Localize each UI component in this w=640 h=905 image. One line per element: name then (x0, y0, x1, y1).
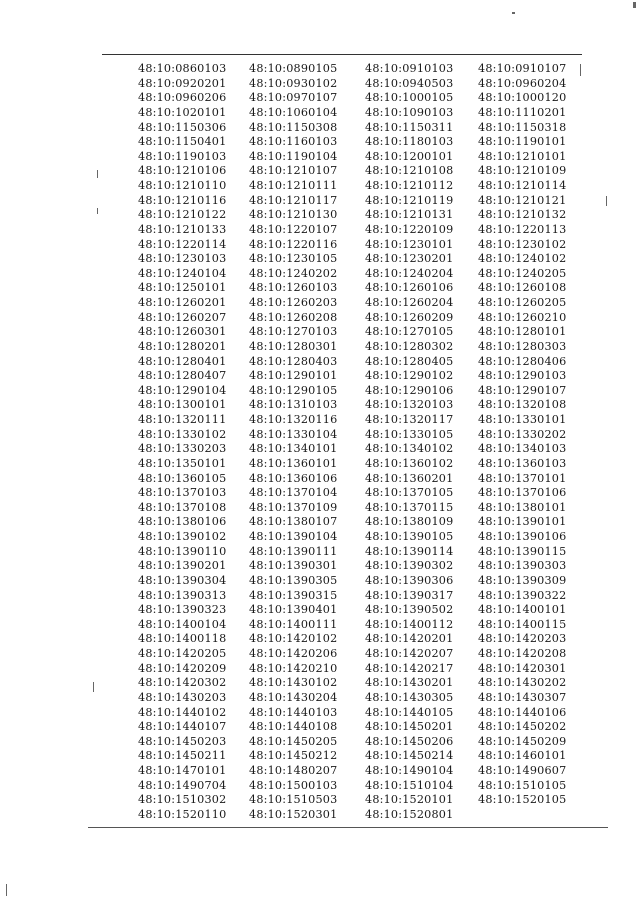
code-cell: 48:10:1440107 (138, 720, 227, 734)
code-cell: 48:10:1280302 (365, 339, 454, 353)
code-cell: 48:10:1390111 (249, 544, 338, 558)
code-cell: 48:10:1330102 (138, 427, 227, 441)
code-cell: 48:10:1490607 (478, 764, 567, 777)
code-cell: 48:10:1360102 (365, 456, 454, 470)
code-cell: 48:10:1320116 (249, 413, 338, 426)
code-cell: 48:10:1230103 (138, 252, 227, 266)
code-cell: 48:10:1400111 (249, 617, 338, 631)
code-cell: 48:10:1420217 (365, 661, 454, 675)
code-cell: 48:10:1330203 (138, 442, 227, 456)
code-cell: 48:10:1420102 (249, 632, 338, 646)
scan-mark (580, 64, 581, 76)
code-cell: 48:10:1340102 (365, 442, 454, 456)
code-cell: 48:10:1280403 (249, 354, 338, 368)
code-cell: 48:10:1400104 (138, 617, 227, 631)
code-cell: 48:10:1230102 (478, 237, 567, 251)
code-cell: 48:10:1450214 (365, 749, 454, 763)
code-cell: 48:10:1260208 (249, 310, 338, 324)
code-cell: 48:10:1390323 (138, 603, 227, 617)
code-cell: 48:10:0930102 (249, 76, 338, 90)
code-cell: 48:10:1490704 (138, 778, 227, 792)
code-cell: 48:10:1260108 (478, 281, 567, 295)
code-cell: 48:10:1230201 (365, 252, 454, 266)
code-cell: 48:10:1420206 (249, 647, 338, 660)
top-rule (102, 54, 582, 55)
code-cell: 48:10:1210110 (138, 179, 227, 192)
scan-mark (97, 208, 98, 214)
code-cell: 48:10:1380109 (365, 515, 454, 529)
code-cell: 48:10:1210101 (478, 149, 567, 163)
code-cell: 48:10:0920201 (138, 76, 227, 90)
code-cell: 48:10:1430204 (249, 690, 338, 704)
code-cell: 48:10:1190103 (138, 149, 227, 163)
code-cell: 48:10:1220107 (249, 222, 338, 236)
code-cell: 48:10:1210121 (478, 193, 567, 207)
code-cell: 48:10:1350101 (138, 456, 227, 470)
code-cell: 48:10:1510302 (138, 793, 227, 807)
code-cell: 48:10:1420201 (365, 632, 454, 646)
code-cell: 48:10:1160103 (249, 135, 338, 149)
code-cell: 48:10:1420208 (478, 647, 567, 660)
code-cell: 48:10:1260210 (478, 310, 567, 324)
code-cell: 48:10:1370106 (478, 486, 567, 500)
code-cell: 48:10:0910103 (365, 62, 454, 75)
code-cell: 48:10:1290103 (478, 369, 567, 383)
code-cell: 48:10:1280301 (249, 339, 338, 353)
code-cell: 48:10:1220114 (138, 237, 227, 251)
code-cell: 48:10:1270105 (365, 325, 454, 339)
code-cell: 48:10:1450206 (365, 734, 454, 748)
code-cell: 48:10:1340101 (249, 442, 338, 456)
code-cell: 48:10:1390101 (478, 515, 567, 529)
code-cell: 48:10:1210107 (249, 164, 338, 178)
code-cell: 48:10:1000120 (478, 91, 567, 105)
code-table (120, 62, 610, 823)
code-cell: 48:10:1520105 (478, 793, 567, 807)
code-cell: 48:10:1150318 (478, 120, 567, 134)
code-cell: 48:10:0910107 (478, 62, 567, 75)
code-cell: 48:10:1520110 (138, 807, 227, 821)
code-cell: 48:10:1400101 (478, 603, 567, 617)
code-cell: 48:10:1150401 (138, 135, 227, 149)
code-cell: 48:10:1390102 (138, 530, 227, 543)
code-cell: 48:10:1260204 (365, 296, 454, 309)
code-cell: 48:10:1210132 (478, 208, 567, 222)
code-cell: 48:10:1150306 (138, 120, 227, 134)
code-cell: 48:10:1400112 (365, 617, 454, 631)
code-cell: 48:10:1210112 (365, 179, 454, 192)
scan-mark (97, 170, 98, 178)
code-cell: 48:10:1280406 (478, 354, 567, 368)
scan-mark (93, 682, 94, 692)
code-cell: 48:10:1430201 (365, 676, 454, 690)
code-cell: 48:10:1380106 (138, 515, 227, 529)
code-cell: 48:10:1450202 (478, 720, 567, 734)
code-cell: 48:10:1180103 (365, 135, 454, 149)
code-cell: 48:10:1210111 (249, 179, 338, 192)
code-cell: 48:10:1250101 (138, 281, 227, 295)
code-cell: 48:10:1390105 (365, 530, 454, 543)
code-cell: 48:10:1370105 (365, 486, 454, 500)
code-cell: 48:10:1260106 (365, 281, 454, 295)
code-cell: 48:10:1090103 (365, 105, 454, 119)
code-cell: 48:10:0960204 (478, 76, 567, 90)
code-cell: 48:10:1190101 (478, 135, 567, 149)
code-cell: 48:10:1290101 (249, 369, 338, 383)
code-cell: 48:10:1280405 (365, 354, 454, 368)
code-cell: 48:10:1210122 (138, 208, 227, 222)
code-cell: 48:10:1430203 (138, 690, 227, 704)
code-cell: 48:10:1280303 (478, 339, 567, 353)
code-cell: 48:10:1390309 (478, 573, 567, 587)
code-cell: 48:10:1420205 (138, 647, 227, 660)
code-cell: 48:10:1240205 (478, 266, 567, 280)
code-cell: 48:10:1210109 (478, 164, 567, 178)
code-cell: 48:10:1420209 (138, 661, 227, 675)
code-cell: 48:10:1390104 (249, 530, 338, 543)
code-cell: 48:10:1390304 (138, 573, 227, 587)
code-cell: 48:10:1420301 (478, 661, 567, 675)
code-cell: 48:10:1260301 (138, 325, 227, 339)
code-cell: 48:10:1390317 (365, 588, 454, 602)
code-cell: 48:10:1320103 (365, 398, 454, 412)
code-cell: 48:10:1290102 (365, 369, 454, 383)
code-cell: 48:10:1510104 (365, 778, 454, 792)
code-cell: 48:10:1450209 (478, 734, 567, 748)
code-cell: 48:10:1430102 (249, 676, 338, 690)
code-cell (468, 808, 588, 823)
code-cell: 48:10:1420210 (249, 661, 338, 675)
code-cell: 48:10:1200101 (365, 149, 454, 163)
code-cell: 48:10:1520801 (365, 807, 454, 821)
code-cell: 48:10:1290104 (138, 383, 227, 397)
code-cell: 48:10:1440108 (249, 720, 338, 734)
code-cell: 48:10:1480207 (249, 764, 338, 777)
code-cell: 48:10:1360201 (365, 471, 454, 485)
code-cell: 48:10:1190104 (249, 149, 338, 163)
code-cell: 48:10:1370101 (478, 471, 567, 485)
code-cell: 48:10:1430307 (478, 690, 567, 704)
code-cell: 48:10:1210131 (365, 208, 454, 222)
code-cell: 48:10:1260203 (249, 296, 338, 309)
code-cell: 48:10:1150311 (365, 120, 454, 134)
code-cell: 48:10:1370115 (365, 500, 454, 514)
code-cell: 48:10:1390115 (478, 544, 567, 558)
code-cell: 48:10:1370108 (138, 500, 227, 514)
code-cell: 48:10:1330101 (478, 413, 567, 426)
code-cell: 48:10:1260205 (478, 296, 567, 309)
code-cell: 48:10:1460101 (478, 749, 567, 763)
code-cell: 48:10:1240204 (365, 266, 454, 280)
code-cell: 48:10:1320117 (365, 413, 454, 426)
code-cell: 48:10:1210114 (478, 179, 567, 192)
scan-mark (6, 884, 7, 896)
code-cell: 48:10:1450211 (138, 749, 227, 763)
code-cell: 48:10:1380107 (249, 515, 338, 529)
code-cell: 48:10:1210130 (249, 208, 338, 222)
code-cell: 48:10:1280101 (478, 325, 567, 339)
code-cell: 48:10:1280407 (138, 369, 227, 383)
code-cell: 48:10:1290106 (365, 383, 454, 397)
code-cell: 48:10:1360105 (138, 471, 227, 485)
code-cell: 48:10:1330105 (365, 427, 454, 441)
code-cell: 48:10:1390305 (249, 573, 338, 587)
code-cell: 48:10:1330104 (249, 427, 338, 441)
code-cell: 48:10:1310103 (249, 398, 338, 412)
code-cell: 48:10:1440105 (365, 705, 454, 719)
code-cell: 48:10:1390313 (138, 588, 227, 602)
code-cell: 48:10:1210133 (138, 222, 227, 236)
code-cell: 48:10:1390401 (249, 603, 338, 617)
code-cell: 48:10:1390301 (249, 559, 338, 573)
code-cell: 48:10:0940503 (365, 76, 454, 90)
bottom-rule (88, 827, 608, 828)
code-cell: 48:10:1490104 (365, 764, 454, 777)
code-cell: 48:10:1400118 (138, 632, 227, 646)
code-cell: 48:10:1420207 (365, 647, 454, 660)
code-cell: 48:10:1210116 (138, 193, 227, 207)
code-cell: 48:10:1420302 (138, 676, 227, 690)
code-cell: 48:10:1210106 (138, 164, 227, 178)
code-cell: 48:10:1390306 (365, 573, 454, 587)
code-cell: 48:10:1360106 (249, 471, 338, 485)
code-cell: 48:10:1440106 (478, 705, 567, 719)
scan-mark (633, 2, 636, 8)
code-cell: 48:10:1230105 (249, 252, 338, 266)
code-cell: 48:10:1390322 (478, 588, 567, 602)
code-cell: 48:10:1220109 (365, 222, 454, 236)
code-cell: 48:10:1360101 (249, 456, 338, 470)
code-cell: 48:10:1260201 (138, 296, 227, 309)
code-cell: 48:10:1220113 (478, 222, 567, 236)
code-cell: 48:10:1390110 (138, 544, 227, 558)
code-cell: 48:10:1430305 (365, 690, 454, 704)
code-cell: 48:10:0890105 (249, 62, 338, 75)
code-cell: 48:10:1390315 (249, 588, 338, 602)
code-cell: 48:10:1260103 (249, 281, 338, 295)
code-cell: 48:10:1390303 (478, 559, 567, 573)
code-cell: 48:10:1330202 (478, 427, 567, 441)
code-cell: 48:10:1420203 (478, 632, 567, 646)
code-cell: 48:10:1390502 (365, 603, 454, 617)
code-cell: 48:10:1290107 (478, 383, 567, 397)
code-cell: 48:10:1340103 (478, 442, 567, 456)
code-cell: 48:10:1430202 (478, 676, 567, 690)
code-cell: 48:10:0860103 (138, 62, 227, 75)
code-cell: 48:10:1210119 (365, 193, 454, 207)
code-cell: 48:10:1210117 (249, 193, 338, 207)
code-cell: 48:10:1440102 (138, 705, 227, 719)
code-cell: 48:10:1390114 (365, 544, 454, 558)
code-cell: 48:10:1260209 (365, 310, 454, 324)
code-cell: 48:10:1370104 (249, 486, 338, 500)
code-cell: 48:10:1020101 (138, 105, 227, 119)
code-cell: 48:10:1440103 (249, 705, 338, 719)
code-cell: 48:10:1510503 (249, 793, 338, 807)
code-cell: 48:10:1320111 (138, 413, 227, 426)
code-cell: 48:10:1450203 (138, 734, 227, 748)
code-cell: 48:10:1380101 (478, 500, 567, 514)
code-cell: 48:10:1450212 (249, 749, 338, 763)
code-cell: 48:10:0970107 (249, 91, 338, 105)
code-cell: 48:10:1290105 (249, 383, 338, 397)
code-cell: 48:10:1370103 (138, 486, 227, 500)
code-cell: 48:10:1230101 (365, 237, 454, 251)
code-cell: 48:10:1000105 (365, 91, 454, 105)
code-cell: 48:10:1150308 (249, 120, 338, 134)
code-cell: 48:10:1520101 (365, 793, 454, 807)
code-cell: 48:10:1390302 (365, 559, 454, 573)
code-cell: 48:10:1390201 (138, 559, 227, 573)
code-cell: 48:10:1210108 (365, 164, 454, 178)
code-cell: 48:10:1240104 (138, 266, 227, 280)
code-cell: 48:10:1450205 (249, 734, 338, 748)
code-cell: 48:10:1510105 (478, 778, 567, 792)
code-cell: 48:10:1400115 (478, 617, 567, 631)
code-cell: 48:10:1370109 (249, 500, 338, 514)
code-cell: 48:10:1390106 (478, 530, 567, 543)
code-cell: 48:10:1280401 (138, 354, 227, 368)
code-cell: 48:10:1110201 (478, 105, 567, 119)
scan-mark (512, 12, 515, 14)
code-cell: 48:10:1220116 (249, 237, 338, 251)
code-cell: 48:10:1470101 (138, 764, 227, 777)
code-cell: 48:10:1240202 (249, 266, 338, 280)
code-cell: 48:10:1300101 (138, 398, 227, 412)
code-cell: 48:10:1260207 (138, 310, 227, 324)
code-cell: 48:10:1360103 (478, 456, 567, 470)
code-cell: 48:10:1450201 (365, 720, 454, 734)
code-cell: 48:10:1500103 (249, 778, 338, 792)
code-cell: 48:10:0960206 (138, 91, 227, 105)
code-cell: 48:10:1060104 (249, 105, 338, 119)
scan-mark (606, 196, 607, 206)
code-cell: 48:10:1240102 (478, 252, 567, 266)
code-cell: 48:10:1280201 (138, 339, 227, 353)
code-cell: 48:10:1520301 (249, 807, 338, 821)
code-cell: 48:10:1320108 (478, 398, 567, 412)
code-cell: 48:10:1270103 (249, 325, 338, 339)
